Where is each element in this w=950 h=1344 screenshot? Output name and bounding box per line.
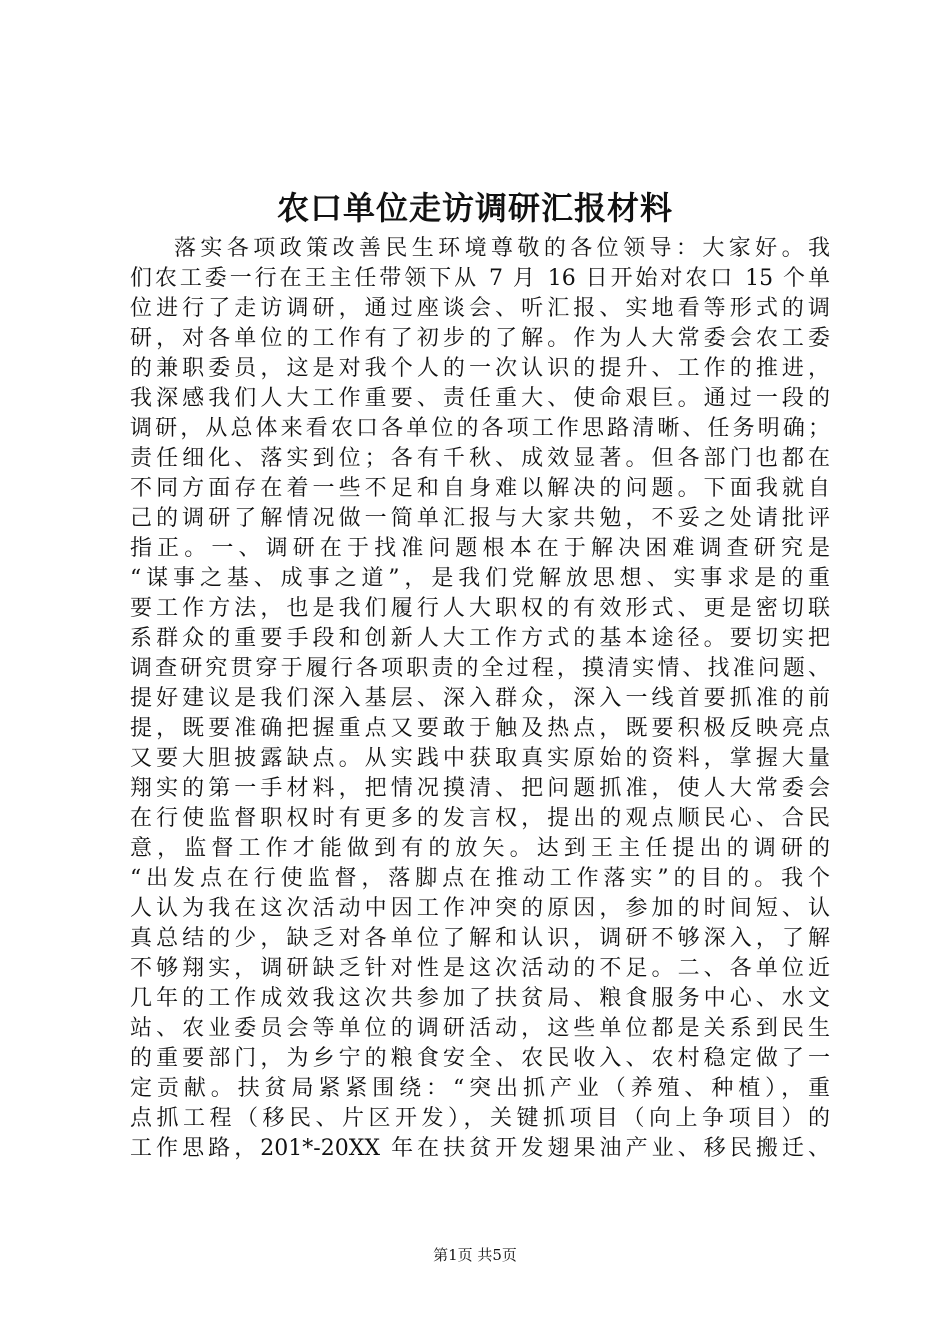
body-line: 们农工委一行在王主任带领下从 7 月 16 日开始对农口 15 个单 [130, 266, 830, 291]
body-line: 指正。一、调研在于找准问题根本在于解决困难调查研究是 [130, 536, 830, 561]
body-line: 在行使监督职权时有更多的发言权，提出的观点顺民心、合民 [130, 806, 830, 831]
body-line: 提，既要准确把握重点又要敢于触及热点，既要积极反映亮点 [130, 716, 830, 741]
body-line: “谋事之基、成事之道”，是我们党解放思想、实事求是的重 [130, 566, 830, 591]
body-line: 人认为我在这次活动中因工作冲突的原因，参加的时间短、认 [130, 896, 830, 921]
page-footer: 第1页 共5页 [433, 1246, 517, 1264]
body-line: 我深感我们人大工作重要、责任重大、使命艰巨。通过一段的 [130, 386, 830, 411]
body-line: 真总结的少，缺乏对各单位了解和认识，调研不够深入，了解 [130, 926, 830, 951]
body-line: 翔实的第一手材料，把情况摸清、把问题抓准，使人大常委会 [130, 776, 830, 801]
body-line: 的重要部门，为乡宁的粮食安全、农民收入、农村稳定做了一 [130, 1046, 830, 1071]
body-line: 调研，从总体来看农口各单位的各项工作思路清晰、任务明确； [130, 416, 830, 441]
body-line: 定贡献。扶贫局紧紧围绕：“突出抓产业（养殖、种植），重 [130, 1076, 830, 1101]
body-line: 工作思路，201*-20XX 年在扶贫开发翅果油产业、移民搬迁、 [130, 1136, 830, 1161]
body-line: 调查研究贯穿于履行各项职责的全过程，摸清实情、找准问题、 [130, 656, 830, 681]
body-line: 不够翔实，调研缺乏针对性是这次活动的不足。二、各单位近 [130, 956, 830, 981]
document-body [130, 234, 830, 1164]
body-line: 的兼职委员，这是对我个人的一次认识的提升、工作的推进， [130, 356, 830, 381]
body-line: 不同方面存在着一些不足和自身难以解决的问题。下面我就自 [130, 476, 830, 501]
body-line: 位进行了走访调研，通过座谈会、听汇报、实地看等形式的调 [130, 296, 830, 321]
body-line: 提好建议是我们深入基层、深入群众，深入一线首要抓准的前 [130, 686, 830, 711]
body-line: 要工作方法，也是我们履行人大职权的有效形式、更是密切联 [130, 596, 830, 621]
body-line: 研，对各单位的工作有了初步的了解。作为人大常委会农工委 [130, 326, 830, 351]
body-line: 站、农业委员会等单位的调研活动，这些单位都是关系到民生 [130, 1016, 830, 1041]
body-line: 又要大胆披露缺点。从实践中获取真实原始的资料，掌握大量 [130, 746, 830, 771]
body-line: 己的调研了解情况做一简单汇报与大家共勉，不妥之处请批评 [130, 506, 830, 531]
body-line: 几年的工作成效我这次共参加了扶贫局、粮食服务中心、水文 [130, 986, 830, 1011]
body-line: 系群众的重要手段和创新人大工作方式的基本途径。要切实把 [130, 626, 830, 651]
page-title: 农口单位走访调研汇报材料 [276, 189, 673, 227]
body-line: 责任细化、落实到位；各有千秋、成效显著。但各部门也都在 [130, 446, 830, 471]
body-line: 落实各项政策改善民生环境尊敬的各位领导：大家好。我 [174, 236, 830, 261]
body-line: 意，监督工作才能做到有的放矢。达到王主任提出的调研的 [130, 836, 830, 861]
body-line: “出发点在行使监督，落脚点在推动工作落实”的目的。我个 [130, 866, 830, 891]
body-line: 点抓工程（移民、片区开发），关键抓项目（向上争项目）的 [130, 1106, 830, 1131]
